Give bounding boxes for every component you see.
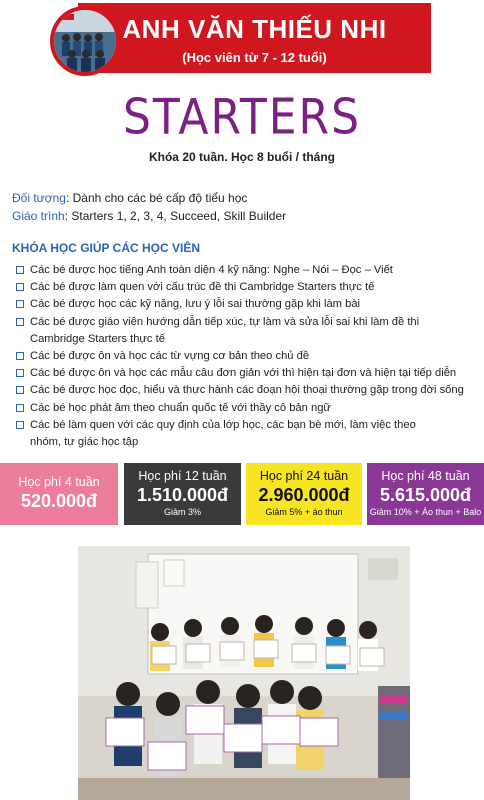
course-name: STARTERS xyxy=(122,88,362,147)
price-value: 5.615.000đ xyxy=(379,485,472,505)
list-item: Các bé được học tiếng Anh toàn diện 4 kỹ năng: Nghe – Nói – Đọc – Viết xyxy=(14,262,479,279)
curriculum xyxy=(12,209,286,223)
checkbox-bullet-icon xyxy=(16,283,24,291)
price-card-48-weeks xyxy=(367,463,484,525)
price-label: Học phí 24 tuần xyxy=(259,469,349,483)
target-value: : Dành cho các bé cấp độ tiểu học xyxy=(65,191,248,205)
course-schedule: Khóa 20 tuần. Học 8 buổi / tháng xyxy=(148,150,335,164)
list-item: Các bé được học đọc, hiểu và thực hành các đoạn hội thoại thường gặp trong đời sống xyxy=(14,382,479,399)
price-label: Học phí 48 tuần xyxy=(381,469,470,483)
class-photo xyxy=(78,546,410,800)
checkbox-bullet-icon xyxy=(16,386,24,394)
list-item: Các bé được giáo viên hướng dẫn tiếp xúc, tự làm và sửa lỗi sai khi làm đề thi Cambridge Starters thực tế xyxy=(14,314,425,348)
price-note: Giảm 10% + Áo thun + Balo xyxy=(369,507,482,517)
checkbox-bullet-icon xyxy=(16,352,24,360)
class-photo-illustration xyxy=(78,546,410,800)
list-item: Các bé được học các kỹ năng, lưu ý lỗi sai thường gặp khi làm bài xyxy=(14,296,479,313)
price-note: Giảm 3% xyxy=(163,507,201,517)
price-card-24-weeks xyxy=(246,463,362,525)
header-title: ANH VĂN THIẾU NHI xyxy=(122,14,387,44)
curriculum-label: Giáo trình xyxy=(12,209,65,223)
list-item: Các bé được làm quen với cấu trúc đề thi Cambridge Starters thực tế xyxy=(14,279,479,296)
checkbox-bullet-icon xyxy=(16,318,24,326)
price-value: 520.000đ xyxy=(20,491,98,511)
price-note: Giảm 5% + áo thun xyxy=(265,507,343,517)
checkbox-bullet-icon xyxy=(16,369,24,377)
header-banner xyxy=(0,0,484,76)
list-item: Các bé được ôn và học các từ vựng cơ bản theo chủ đề xyxy=(14,348,479,365)
header-subtitle: (Học viên từ 7 - 12 tuổi) xyxy=(182,50,327,65)
price-value: 1.510.000đ xyxy=(136,485,229,505)
price-card-4-weeks xyxy=(0,463,118,525)
benefits-list xyxy=(14,262,479,451)
list-item: Các bé làm quen với các quy định của lớp học, các bạn bè mới, làm việc theo nhóm, tự giác học tập xyxy=(14,417,435,451)
list-item: Các bé học phát âm theo chuẩn quốc tế với thầy cô bản ngữ xyxy=(14,400,479,417)
target-label: Đối tượng xyxy=(12,191,66,205)
checkbox-bullet-icon xyxy=(16,300,24,308)
curriculum-value: : Starters 1, 2, 3, 4, Succeed, Skill Builder xyxy=(64,209,287,223)
checkbox-bullet-icon xyxy=(16,266,24,274)
list-item: Các bé được ôn và học các mẫu câu đơn giản với thì hiện tại đơn và hiện tại tiếp diễn xyxy=(14,365,479,382)
benefits-title: KHÓA HỌC GIÚP CÁC HỌC VIÊN xyxy=(12,241,201,255)
checkbox-bullet-icon xyxy=(16,404,24,412)
price-label: Học phí 4 tuần xyxy=(18,475,100,489)
target-audience xyxy=(12,191,247,205)
price-label: Học phí 12 tuần xyxy=(138,469,227,483)
price-row xyxy=(0,463,484,525)
price-value: 2.960.000đ xyxy=(258,485,350,505)
checkbox-bullet-icon xyxy=(16,421,24,429)
price-card-12-weeks xyxy=(124,463,241,525)
